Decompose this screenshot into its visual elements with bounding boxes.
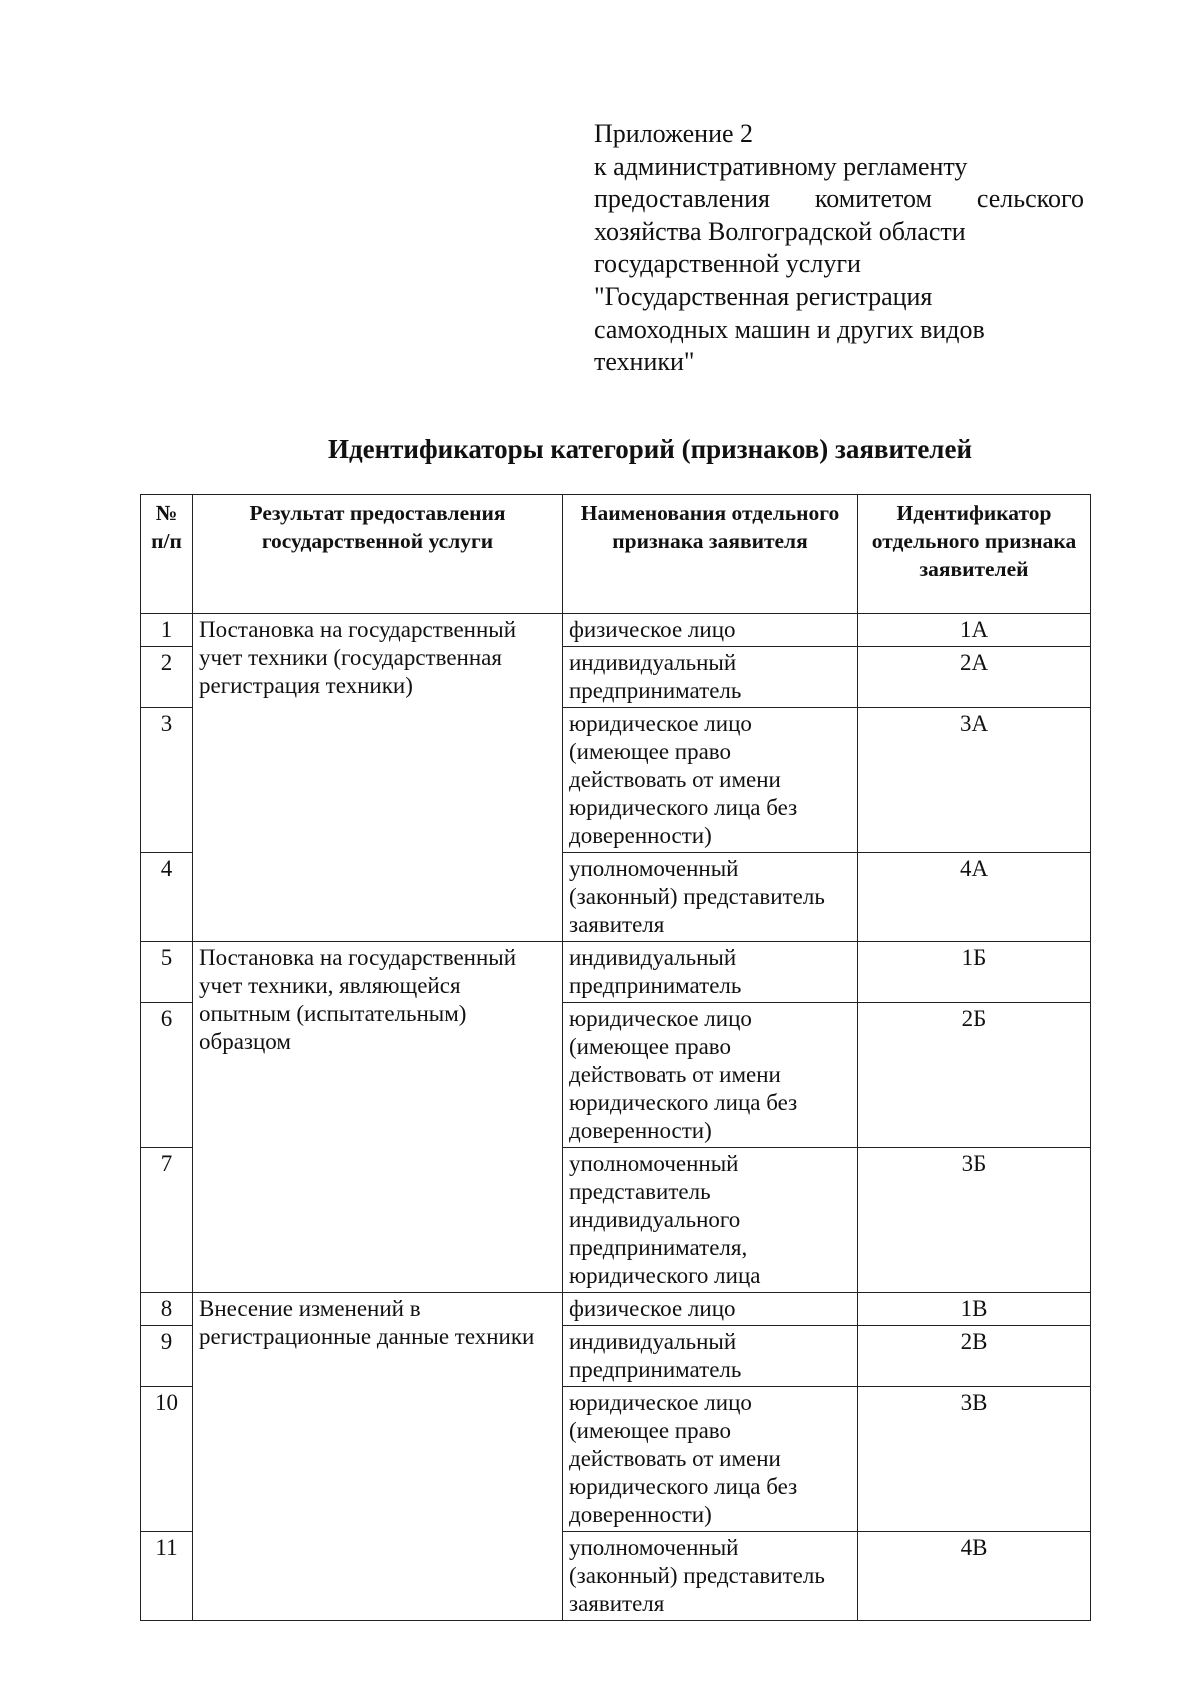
row-number: 1 <box>141 614 193 647</box>
header-applicant-attribute: Наименования отдельного признака заявителя <box>563 495 858 614</box>
appendix-line: предоставления комитетом сельского <box>594 184 1084 214</box>
row-number: 3 <box>141 708 193 853</box>
identifier-cell: 4А <box>858 853 1091 942</box>
service-result-cell: Постановка на государственный учет техники (государственная регистрация техники) <box>193 614 563 942</box>
attribute-name-cell: юридическое лицо (имеющее право действовать от имени юридического лица без доверенности) <box>563 1387 858 1532</box>
header-identifier: Идентификатор отдельного признака заявителей <box>858 495 1091 614</box>
row-number: 6 <box>141 1003 193 1148</box>
appendix-header <box>594 118 1084 379</box>
row-number: 2 <box>141 647 193 708</box>
table-row <box>141 942 1091 1003</box>
table-header-row <box>141 495 1091 614</box>
appendix-line: хозяйства Волгоградской области <box>594 216 966 246</box>
identifier-cell: 3А <box>858 708 1091 853</box>
header-result: Результат предоставления государственной услуги <box>193 495 563 614</box>
appendix-line: к административному регламенту <box>594 151 968 181</box>
row-number: 10 <box>141 1387 193 1532</box>
service-result-cell: Постановка на государственный учет техники, являющейся опытным (испытательным) образцом <box>193 942 563 1293</box>
identifier-cell: 1В <box>858 1293 1091 1326</box>
row-number: 4 <box>141 853 193 942</box>
appendix-line: Приложение 2 <box>594 119 754 148</box>
attribute-name-cell: уполномоченный (законный) представитель заявителя <box>563 853 858 942</box>
appendix-line: "Государственная регистрация <box>594 281 933 311</box>
identifier-cell: 2Б <box>858 1003 1091 1148</box>
applicant-identifiers-table <box>140 494 1091 1621</box>
row-number: 8 <box>141 1293 193 1326</box>
appendix-line: самоходных машин и других видов <box>594 314 985 344</box>
identifier-cell: 3В <box>858 1387 1091 1532</box>
attribute-name-cell: юридическое лицо (имеющее право действовать от имени юридического лица без доверенности) <box>563 708 858 853</box>
identifier-cell: 2А <box>858 647 1091 708</box>
row-number: 9 <box>141 1326 193 1387</box>
attribute-name-cell: индивидуальный предприниматель <box>563 647 858 708</box>
attribute-name-cell: индивидуальный предприниматель <box>563 1326 858 1387</box>
identifier-cell: 3Б <box>858 1148 1091 1293</box>
table-row <box>141 1293 1091 1326</box>
identifier-cell: 2В <box>858 1326 1091 1387</box>
attribute-name-cell: уполномоченный представитель индивидуального предпринимателя, юридического лица <box>563 1148 858 1293</box>
row-number: 11 <box>141 1532 193 1621</box>
row-number: 7 <box>141 1148 193 1293</box>
attribute-name-cell: юридическое лицо (имеющее право действовать от имени юридического лица без доверенности) <box>563 1003 858 1148</box>
table-row <box>141 614 1091 647</box>
identifier-cell: 1Б <box>858 942 1091 1003</box>
identifier-cell: 4В <box>858 1532 1091 1621</box>
attribute-name-cell: физическое лицо <box>563 614 858 647</box>
attribute-name-cell: индивидуальный предприниматель <box>563 942 858 1003</box>
attribute-name-cell: уполномоченный (законный) представитель заявителя <box>563 1532 858 1621</box>
identifier-cell: 1А <box>858 614 1091 647</box>
appendix-line: техники" <box>594 347 695 377</box>
service-result-cell: Внесение изменений в регистрационные данные техники <box>193 1293 563 1621</box>
attribute-name-cell: физическое лицо <box>563 1293 858 1326</box>
appendix-line: государственной услуги <box>594 249 861 279</box>
row-number: 5 <box>141 942 193 1003</box>
header-number: № п/п <box>141 495 193 614</box>
document-title: Идентификаторы категорий (признаков) заявителей <box>327 434 973 464</box>
